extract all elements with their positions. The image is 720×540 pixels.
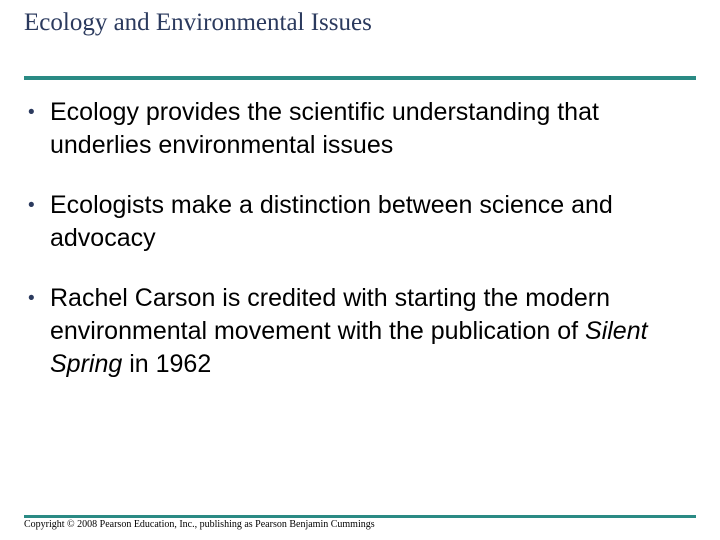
bullet-text: Ecologists make a distinction between science and advocacy [50, 191, 613, 252]
bullet-icon: • [28, 102, 35, 123]
book-title: Silent Spring [50, 317, 648, 378]
footer-divider [24, 515, 696, 518]
bullet-item-ecologists [24, 189, 684, 255]
bullet-item-ecology [24, 96, 684, 162]
bullet-icon: • [28, 288, 35, 309]
title-divider [24, 76, 696, 80]
slide-title: Ecology and Environmental Issues [24, 9, 372, 36]
bullet-list [24, 96, 684, 408]
bullet-item-carson [24, 282, 684, 381]
bullet-text-after: in 1962 [122, 350, 212, 378]
copyright-notice: Copyright © 2008 Pearson Education, Inc., publishing as Pearson Benjamin Cummings [24, 519, 375, 530]
bullet-icon: • [28, 195, 35, 216]
bullet-text-before: Rachel Carson is credited with starting the modern environmental movement with the publication of [50, 284, 610, 345]
bullet-text: Ecology provides the scientific understanding that underlies environmental issues [50, 98, 599, 159]
